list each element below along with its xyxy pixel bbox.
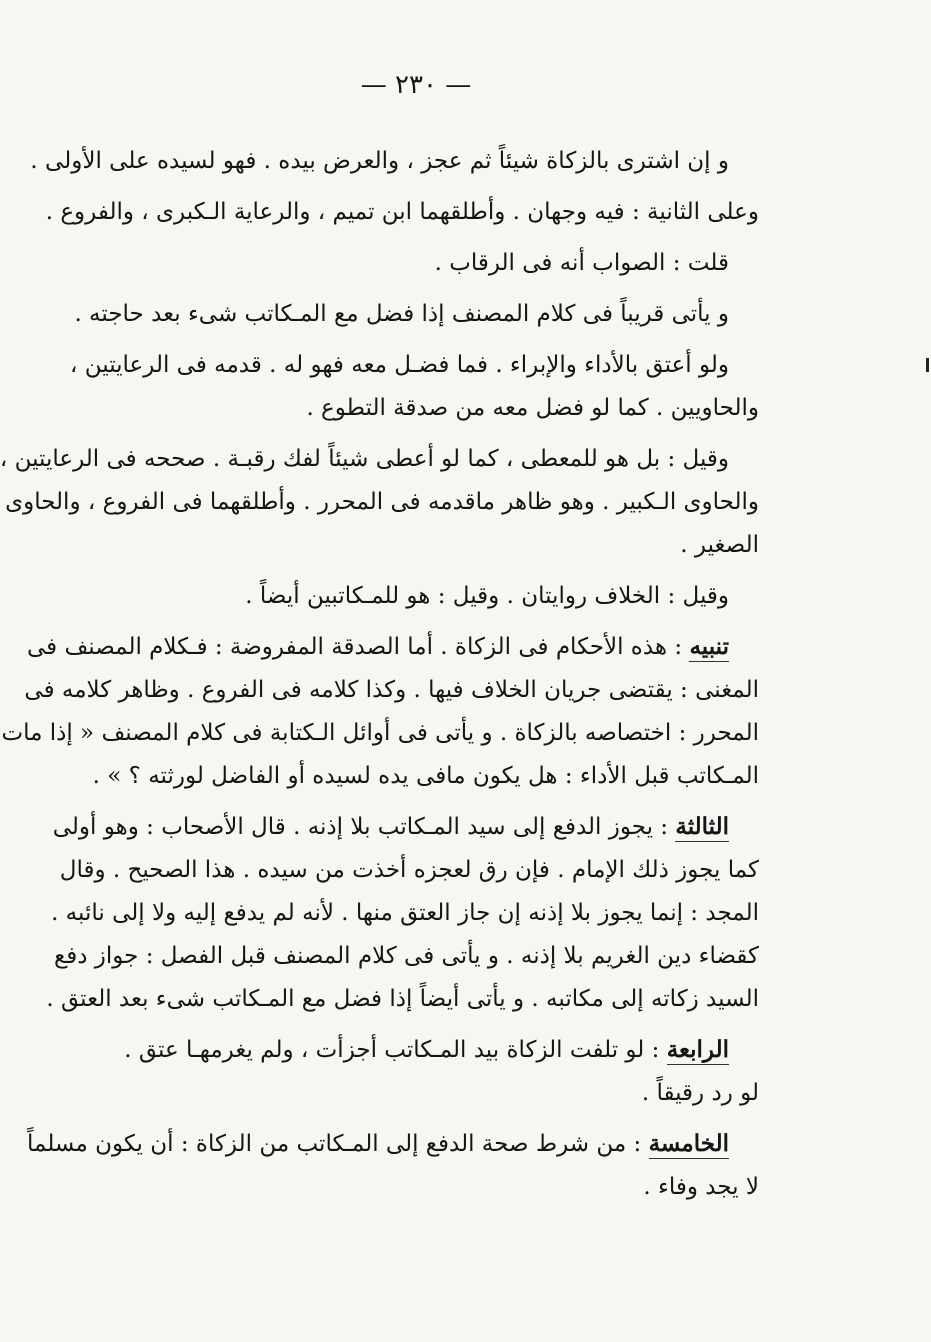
text-line: الصغير . — [680, 532, 759, 558]
text-line: وقيل : الخلاف روايتان . وقيل : هو للمـكاتبين أيضاً . — [245, 583, 729, 609]
text-line: كما يجوز ذلك الإمام . فإن رق لعجزه أخذت من سيده . هذا الصحيح . وقال — [59, 857, 759, 883]
paragraph — [46, 806, 759, 1021]
text-line — [52, 806, 729, 849]
text-line: و يأتى قريباً فى كلام المصنف إذا فضل مع المـكاتب شىء بعد حاجته . — [74, 301, 729, 327]
paragraph — [99, 575, 759, 618]
text-line: و إن اشترى بالزكاة شيئاً ثم عجز ، والعرض بيده . فهو لسيده على الأولى . — [30, 148, 729, 174]
page-body — [0, 140, 759, 1217]
paragraph — [0, 438, 759, 567]
paragraph — [30, 140, 759, 183]
section-heading: الرابعة — [666, 1036, 729, 1063]
text-line: كقضاء دين الغريم بلا إذنه . و يأتى فى كلام المصنف قبل الفصل : جواز دفع — [54, 943, 759, 969]
text-line: وقيل : بل هو للمعطى ، كما لو أعطى شيئاً لفك رقبـة . صححه فى الرعايتين ، — [0, 446, 729, 472]
text-line: المحرر : اختصاصه بالزكاة . و يأتى فى أوائل الـكتابة فى كلام المصنف « إذا مات — [1, 720, 759, 746]
text-line: السيد زكاته إلى مكاتبه . و يأتى أيضاً إذا فضل مع المـكاتب شىء بعد العتق . — [46, 986, 759, 1012]
text-run: : لو تلفت الزكاة بيد المـكاتب أجزأت ، ولم يغرمهـا عتق . — [124, 1037, 667, 1063]
paragraph — [99, 1029, 759, 1115]
text-line: وعلى الثانية : فيه وجهان . وأطلقهما ابن تميم ، والرعاية الـكبرى ، والفروع . — [45, 199, 759, 225]
text-line: المـكاتب قبل الأداء : هل يكون مافى يده لسيده أو الفاضل لورثته ؟ » . — [92, 763, 759, 789]
paragraph — [99, 242, 759, 285]
scan-edge-mark — [926, 358, 929, 372]
paragraph — [1, 626, 759, 798]
text-run: : هذه الأحكام فى الزكاة . أما الصدقة المفروضة : فـكلام المصنف فى — [26, 634, 690, 660]
text-run: : يجوز الدفع إلى سيد المـكاتب بلا إذنه . قال الأصحاب : وهو أولى — [52, 814, 676, 840]
paragraph — [70, 344, 759, 430]
text-line: لو رد رقيقاً . — [641, 1080, 759, 1106]
text-line: والحاوى الـكبير . وهو ظاهر ماقدمه فى المحرر . وأطلقهما فى الفروع ، والحاوى — [5, 489, 759, 515]
text-line — [27, 1123, 729, 1166]
text-line: المغنى : يقتضى جريان الخلاف فيها . وكذا كلامه فى الفروع . وظاهر كلامه فى — [24, 677, 759, 703]
text-line: قلت : الصواب أنه فى الرقاب . — [434, 250, 729, 276]
text-run: : من شرط صحة الدفع إلى المـكاتب من الزكاة : أن يكون مسلماً — [27, 1131, 649, 1157]
paragraph — [74, 293, 759, 336]
section-heading: الخامسة — [648, 1130, 729, 1157]
text-line: والحاويين . كما لو فضل معه من صدقة التطوع . — [306, 395, 759, 421]
text-line: ولو أعتق بالأداء والإبراء . فما فضـل معه فهو له . قدمه فى الرعايتين ، — [70, 352, 729, 378]
section-heading: الثالثة — [675, 813, 729, 840]
page-number: — ٢٣٠ — — [360, 70, 472, 100]
text-line — [99, 1029, 729, 1072]
paragraph — [45, 191, 759, 234]
text-line — [26, 626, 729, 669]
text-line: لا يجد وفاء . — [643, 1174, 759, 1200]
section-heading: تنبيه — [689, 633, 729, 660]
paragraph — [27, 1123, 759, 1209]
text-line: المجد : إنما يجوز بلا إذنه إن جاز العتق منها . لأنه لم يدفع إليه ولا إلى نائبه . — [51, 900, 759, 926]
